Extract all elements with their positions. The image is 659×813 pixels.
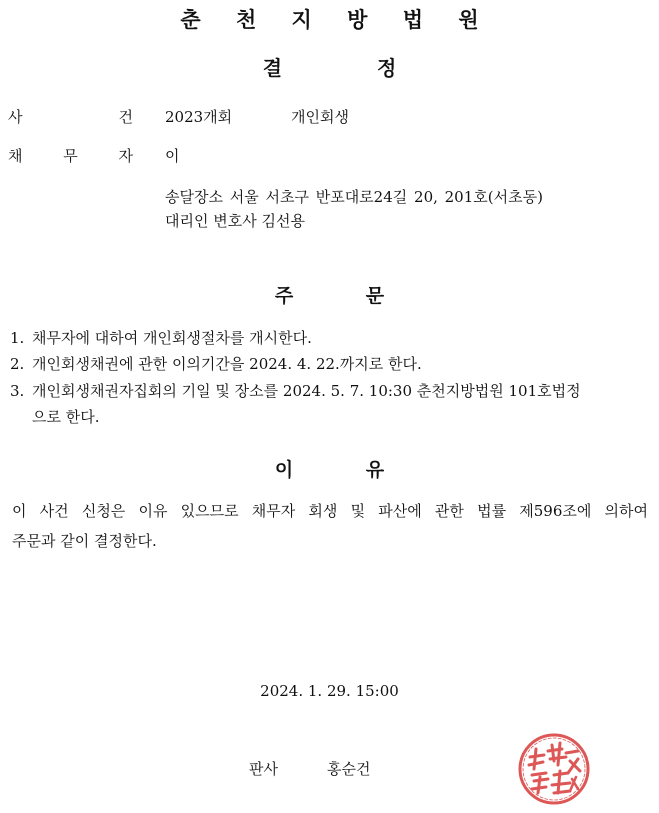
debtor-name: 이 <box>165 147 180 165</box>
document-title: 결 정 <box>262 56 397 80</box>
court-seal-stamp <box>516 731 592 807</box>
order-item-text: 채무자에 대하여 개인회생절차를 개시한다. <box>32 329 312 347</box>
order-item-3-continuation: 으로 한다. <box>32 408 100 426</box>
debtor-address: 송달장소 서울 서초구 반포대로24길 20, 201호(서초동) <box>165 188 543 206</box>
court-name: 춘 천 지 방 법 원 <box>180 7 493 32</box>
debtor-label-char: 채 <box>8 147 23 165</box>
order-item-text: 개인회생채권에 관한 이의기간을 2024. 4. 22.까지로 한다. <box>32 355 422 373</box>
order-item-number: 1. <box>10 329 25 347</box>
order-item-number: 2. <box>10 355 25 373</box>
reason-line-1: 이 사건 신청은 이유 있으므로 채무자 회생 및 파산에 관한 법률 제596조에 의하여 <box>12 502 648 520</box>
judge-title: 판사 <box>249 760 278 778</box>
order-item-text: 개인회생채권자집회의 기일 및 장소를 2024. 5. 7. 10:30 춘천지방법원 101호법정 <box>32 382 581 400</box>
case-number: 2023개회 <box>165 108 233 126</box>
case-type: 개인회생 <box>291 108 349 126</box>
reason-title: 이 유 <box>274 459 385 481</box>
debtor-label-char: 무 <box>63 147 78 165</box>
order-item-2 <box>10 353 422 374</box>
debtor-label <box>8 145 133 166</box>
order-title: 주 문 <box>274 285 385 307</box>
order-item-3 <box>10 380 581 401</box>
order-item-number: 3. <box>10 382 25 400</box>
decision-date: 2024. 1. 29. 15:00 <box>260 682 399 700</box>
reason-line-2: 주문과 같이 결정한다. <box>12 532 157 550</box>
case-label <box>8 106 133 127</box>
debtor-agent: 대리인 변호사 김선용 <box>165 212 305 230</box>
case-label-char: 사 <box>8 108 23 126</box>
case-label-char: 건 <box>118 108 133 126</box>
judge-name: 홍순건 <box>327 760 371 778</box>
debtor-label-char: 자 <box>118 147 133 165</box>
order-item-1 <box>10 327 312 348</box>
